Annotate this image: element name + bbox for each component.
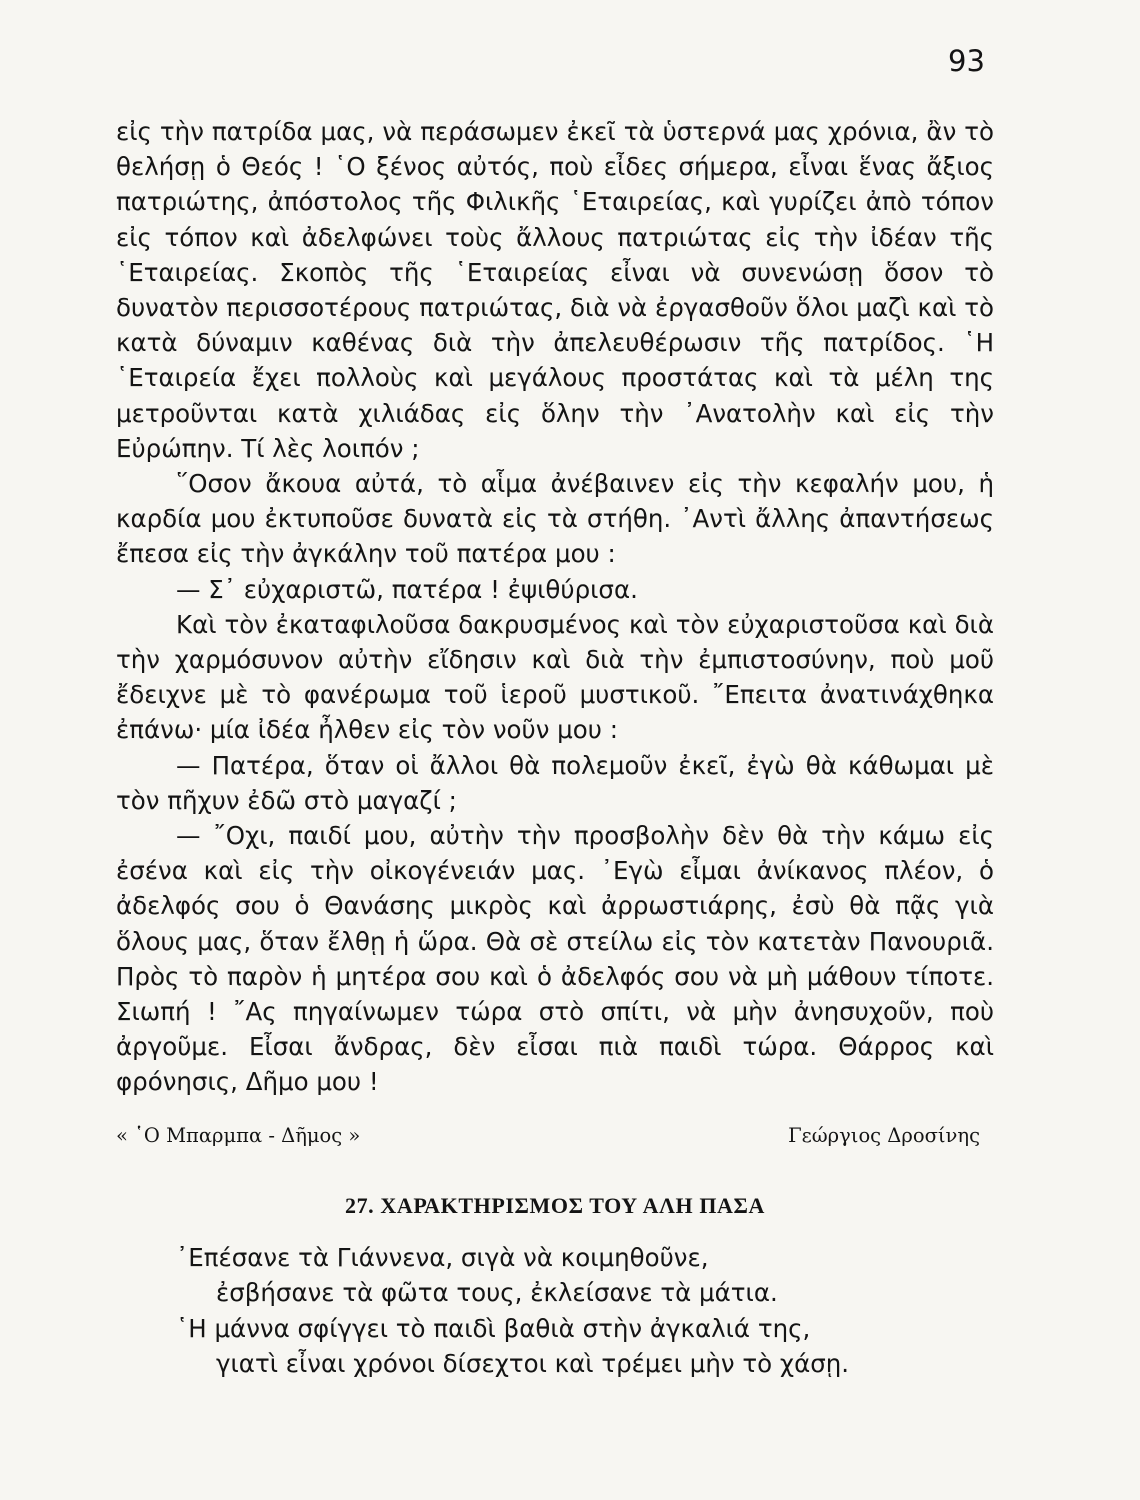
poem-line: ῾Η μάννα σφίγγει τὸ παιδὶ βαθιὰ στὴν ἀγκαλιά της, [176, 1313, 811, 1343]
dialogue-line: — Πατέρα, ὅταν οἱ ἄλλοι θὰ πολεμοῦν ἐκεῖ, ἐγὼ θὰ κάθωμαι μὲ τὸν πῆχυν ἐδῶ στὸ μαγαζί ; [116, 750, 994, 815]
body-text [116, 114, 994, 1100]
poem [116, 1240, 994, 1382]
dialogue-line: — ῎Οχι, παιδί μου, αὐτὴν τὴν προσβολὴν δὲν θὰ τὴν κάμω εἰς ἐσένα καὶ εἰς τὴν οἰκογένειάν μας. ᾿Εγὼ εἶμαι ἀνίκανος πλέον, ὁ ἀδελφός σου ὁ Θανάσης μικρὸς καὶ ἀρρωστιάρης, ἐσὺ θὰ πᾷς γιὰ ὅλους μας, ὅταν ἔλθῃ ἡ ὥρα. Θὰ σὲ στείλω εἰς τὸν κατετὰν Πανουριᾶ. Πρὸς τὸ παρὸν ἡ μητέρα σου καὶ ὁ ἀδελφός σου νὰ μὴ μάθουν τίποτε. Σιωπή ! ῎Ας πηγαίνωμεν τώρα στὸ σπίτι, νὰ μὴν ἀνησυχοῦν, ποὺ ἀργοῦμε. Εἶσαι ἄνδρας, δὲν εἶσαι πιὰ παιδὶ τώρα. Θάρρος καὶ φρόνησις, Δῆμο μου ! [116, 821, 994, 1097]
paragraph: Καὶ τὸν ἐκαταφιλοῦσα δακρυσμένος καὶ τὸν εὐχαριστοῦσα καὶ διὰ τὴν χαρμόσυνον αὐτὴν εἴδησιν καὶ διὰ τὴν ἐμπιστοσύνην, ποὺ μοῦ ἔδειχνε μὲ τὸ φανέρωμα τοῦ ἱεροῦ μυστικοῦ. ῎Επειτα ἀνατινάχθηκα ἐπάνω· μία ἰδέα ἦλθεν εἰς τὸν νοῦν μου : [116, 609, 994, 745]
source-attribution [116, 1124, 980, 1147]
paragraph: ῞Οσον ἄκουα αὐτά, τὸ αἷμα ἀνέβαινεν εἰς τὴν κεφαλήν μου, ἡ καρδία μου ἐκτυποῦσε δυνατὰ εἰς τὰ στήθη. ᾿Αντὶ ἄλλης ἀπαντήσεως ἔπεσα εἰς τὴν ἀγκάλην τοῦ πατέρα μου : [116, 469, 994, 569]
page-number: 93 [948, 44, 985, 78]
paragraph: εἰς τὴν πατρίδα μας, νὰ περάσωμεν ἐκεῖ τὰ ὑστερνά μας χρόνια, ἂν τὸ θελήσῃ ὁ Θεός ! ῾Ο ξένος αὐτός, ποὺ εἶδες σήμερα, εἶναι ἕνας ἄξιος πατριώτης, ἀπόστολος τῆς Φιλικῆς ῾Εταιρείας, καὶ γυρίζει ἀπὸ τόπον εἰς τόπον καὶ ἀδελφώνει τοὺς ἄλλους πατριώτας εἰς τὴν ἰδέαν τῆς ῾Εταιρείας. Σκοπὸς τῆς ῾Εταιρείας εἶναι νὰ συνενώσῃ ὅσον τὸ δυνατὸν περισσοτέρους πατριώτας, διὰ νὰ ἐργασθοῦν ὅλοι μαζὶ καὶ τὸ κατὰ δύναμιν καθένας διὰ τὴν ἀπελευθέρωσιν τῆς πατρίδος. ῾Η ῾Εταιρεία ἔχει πολλοὺς καὶ μεγάλους προστάτας καὶ τὰ μέλη της μετροῦνται κατὰ χιλιάδας εἰς ὅλην τὴν ᾿Ανατολὴν καὶ εἰς τὴν Εὐρώπην. Τί λὲς λοιπόν ; [116, 117, 994, 463]
section-heading: 27. ΧΑΡΑΚΤΗΡΙΣΜΟΣ ΤΟΥ ΑΛΗ ΠΑΣΑ [344, 1193, 766, 1218]
poem-line: ᾿Επέσανε τὰ Γιάννενα, σιγὰ νὰ κοιμηθοῦνε, [176, 1243, 709, 1272]
dialogue-line: — Σ᾿ εὐχαριστῶ, πατέρα ! ἐψιθύρισα. [176, 574, 638, 604]
poem-line: γιατὶ εἶναι χρόνοι δίσεχτοι καὶ τρέμει μὴν τὸ χάσῃ. [216, 1349, 850, 1379]
poem-line: ἐσβήσανε τὰ φῶτα τους, ἐκλείσανε τὰ μάτια. [216, 1278, 778, 1308]
source-title: « ῾Ο Μπαρμπα - Δῆμος » [116, 1124, 361, 1147]
source-author: Γεώργιος Δροσίνης [788, 1124, 980, 1147]
